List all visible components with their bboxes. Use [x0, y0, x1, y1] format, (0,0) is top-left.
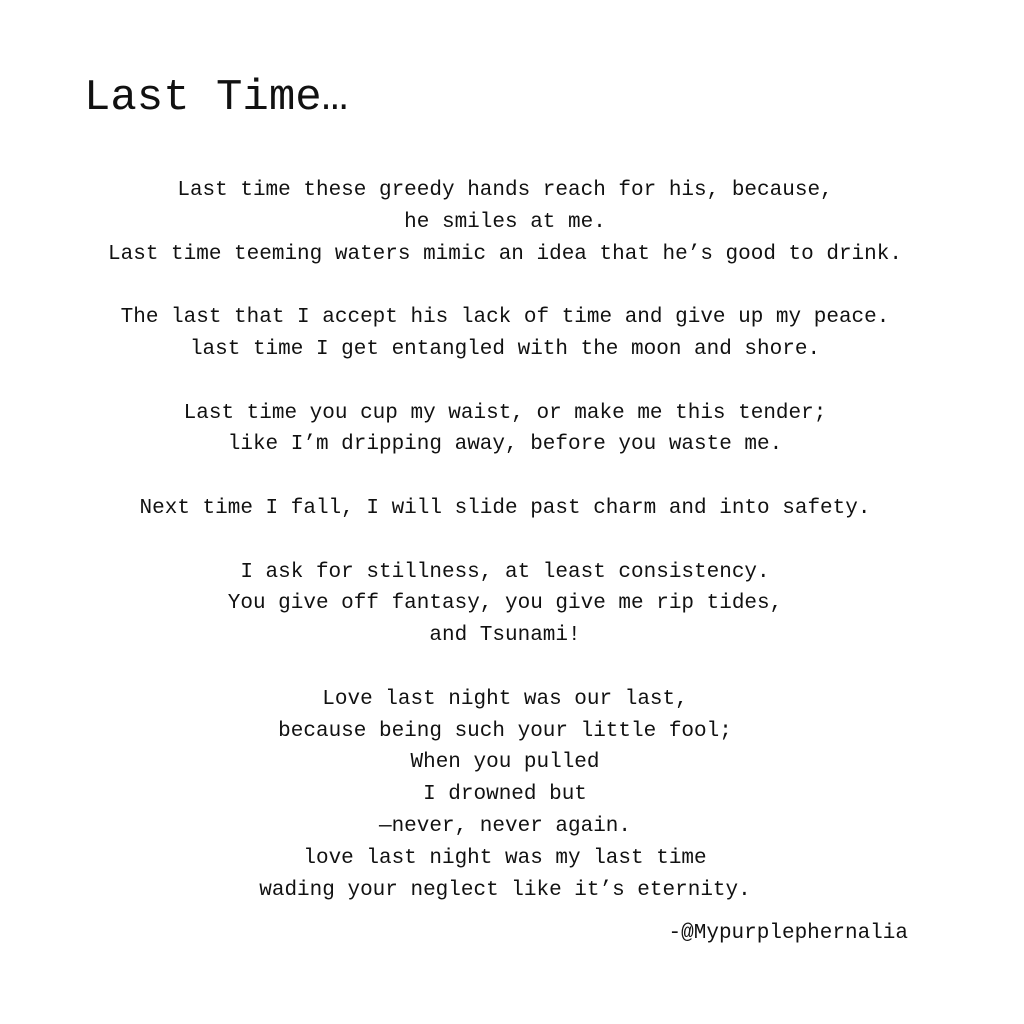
poem-line: love last night was my last time	[303, 846, 707, 870]
poem-body	[0, 175, 1010, 906]
poem-line: Last time you cup my waist, or make me this tender;	[183, 401, 827, 425]
stanza-break	[0, 461, 1010, 493]
stanza-break	[0, 270, 1010, 302]
poem-line: I drowned but	[423, 783, 587, 807]
poem-line: The last that I accept his lack of time and give up my peace.	[120, 306, 890, 330]
poem-line: he smiles at me.	[404, 210, 606, 234]
poem-line: You give off fantasy, you give me rip tides,	[227, 592, 783, 616]
poem-line: —never, never again.	[378, 814, 632, 838]
poem-line: and Tsunami!	[429, 624, 581, 648]
stanza-break	[0, 525, 1010, 557]
poem-line: Last time teeming waters mimic an idea that he’s good to drink.	[108, 242, 902, 266]
poem-line: Last time these greedy hands reach for his, because,	[177, 179, 833, 202]
poem-line: Next time I fall, I will slide past charm and into safety.	[139, 496, 871, 520]
author-signature: -@Mypurplephernalia	[668, 922, 908, 945]
poem-line: because being such your little fool;	[278, 719, 732, 743]
poem-line: When you pulled	[410, 751, 600, 775]
poem-line: I ask for stillness, at least consistency.	[240, 560, 770, 584]
stanza-break	[0, 366, 1010, 398]
poem-title: Last Time…	[84, 73, 349, 123]
poem-line: like I’m dripping away, before you waste me.	[227, 433, 783, 457]
poem-line: Love last night was our last,	[322, 687, 688, 711]
stanza-break	[0, 652, 1010, 684]
poem-line: wading your neglect like it’s eternity.	[259, 878, 751, 902]
poem-line: last time I get entangled with the moon and shore.	[189, 337, 821, 361]
